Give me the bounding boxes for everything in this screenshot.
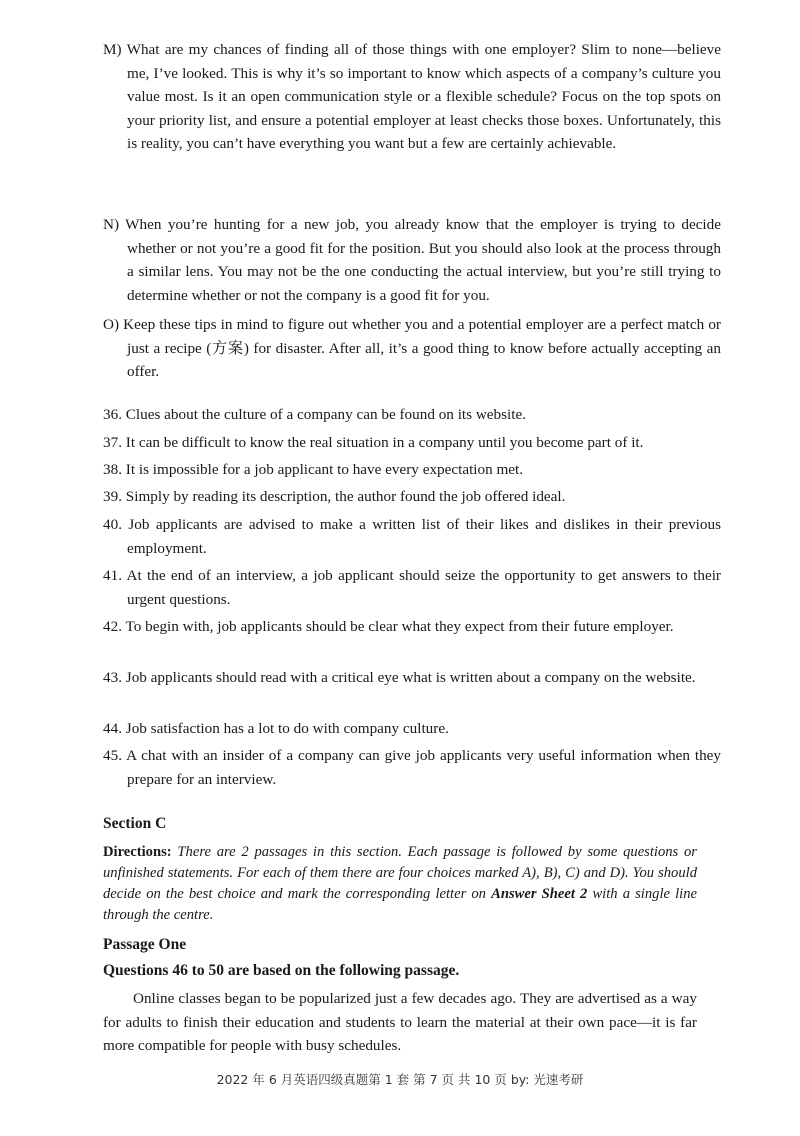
statement-38: 38. It is impossible for a job applicant to have every expectation met. [103, 461, 524, 478]
directions-text: There are 2 passages in this section. Each passage is followed by some questions or unfinished statements. For each of them there are four choices marked A), B), C) and D). You should decide on the best choice and mark the corresponding letter on [103, 844, 697, 902]
statement-40: 40. Job applicants are advised to make a written list of their likes and dislikes in their previous employment. [103, 516, 721, 557]
statement-41: 41. At the end of an interview, a job applicant should seize the opportunity to get answers to their urgent questions. [103, 567, 721, 608]
page-footer: 2022 年 6 月英语四级真题第 1 套 第 7 页 共 10 页 by: 光速考研 [216, 1072, 584, 1087]
directions-text-end: with a single line through the centre. [103, 886, 697, 923]
passage-paragraph: Online classes began to be popularized just a few decades ago. They are advertised as a way for adults to finish their education and students to learn the material at their own pace—it is far more compatible for people with busy schedules. [103, 990, 697, 1055]
statement-44: 44. Job satisfaction has a lot to do with company culture. [103, 720, 449, 737]
statement-42: 42. To begin with, job applicants should be clear what they expect from their future employer. [103, 618, 674, 635]
statement-43: 43. Job applicants should read with a critical eye what is written about a company on the website. [103, 669, 696, 686]
paragraph-o: O) Keep these tips in mind to figure out whether you and a potential employer are a perfect match or just a recipe (方案) for disaster. After all, it’s a good thing to know before actually accepting an offer. [103, 316, 721, 381]
statement-45: 45. A chat with an insider of a company can give job applicants very useful information when they prepare for an interview. [103, 747, 721, 788]
section-title: Section C [103, 815, 167, 832]
directions-label: Directions: [103, 844, 172, 860]
passage-title: Passage One [103, 936, 187, 953]
paragraph-m: M) What are my chances of finding all of those things with one employer? Slim to none—believe me, I’ve looked. This is why it’s so important to know which aspects of a company’s culture you value most. Is it an open communication style or a flexible schedule? Focus on the top spots on your priority list, and ensure a potential employer at least checks those boxes. Unfortunately, this is reality, you can’t have everything you want but a few are certainly achievable. [103, 41, 721, 153]
statement-39: 39. Simply by reading its description, the author found the job offered ideal. [103, 488, 566, 505]
questions-title: Questions 46 to 50 are based on the following passage. [103, 962, 460, 979]
statement-37: 37. It can be difficult to know the real situation in a company until you become part of it. [103, 434, 644, 451]
statement-36: 36. Clues about the culture of a company can be found on its website. [103, 406, 527, 423]
directions-answer-sheet: Answer Sheet 2 [491, 886, 588, 902]
directions [103, 842, 697, 926]
paragraph-n: N) When you’re hunting for a new job, you already know that the employer is trying to decide whether or not you’re a good fit for the position. But you should also look at the process through a similar lens. You may not be the one conducting the actual interview, but you’re still trying to determine whether or not the company is a good fit for you. [103, 216, 721, 304]
